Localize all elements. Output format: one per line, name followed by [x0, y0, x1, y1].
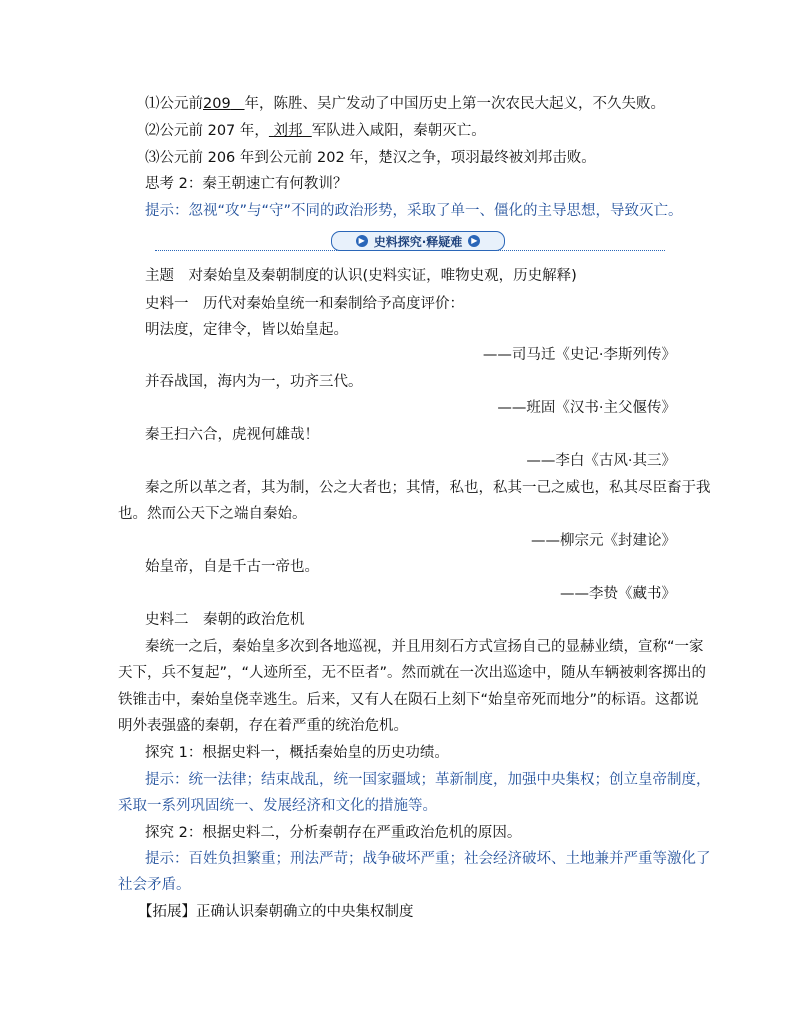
citation: ——司马迁《史记·李斯列传》 — [482, 347, 676, 363]
citation: ——班固《汉书·主父偃传》 — [497, 400, 676, 416]
blank-answer: 209 — [203, 96, 231, 112]
topic-heading: 主题 对秦始皇及秦朝制度的认识(史料实证，唯物史观，历史解释) — [145, 268, 577, 284]
inquiry-question-1: 探究 1：根据史料一，概括秦始皇的历史功绩。 — [145, 745, 449, 761]
text: ⑵公元前 207 年， — [145, 123, 269, 139]
quote: 明法度，定律令，皆以始皇起。 — [145, 322, 348, 338]
thinking-question-2: 思考 2：秦王朝速亡有何教训？ — [145, 176, 348, 192]
hint-answer: 社会矛盾。 — [118, 877, 191, 893]
source-one-title: 史料一 历代对秦始皇统一和秦制给予高度评价： — [145, 296, 464, 312]
citation: ——李白《古风·其三》 — [526, 453, 676, 469]
inquiry-question-2: 探究 2：根据史料二，分析秦朝存在严重政治危机的原因。 — [145, 825, 522, 841]
quote: 始皇帝，自是千古一帝也。 — [145, 559, 319, 575]
extension-heading: 【拓展】正确认识秦朝确立的中央集权制度 — [138, 904, 414, 920]
paragraph-line: 秦统一之后，秦始皇多次到各地巡视，并且用刻石方式宣扬自己的显赫业绩，宣称“一家 — [145, 639, 704, 655]
paragraph-line: 铁锥击中，秦始皇侥幸逃生。后来，又有人在陨石上刻下“始皇帝死而地分”的标语。这都说 — [118, 692, 699, 708]
hint-answer: 提示：忽视“攻”与“守”不同的政治形势，采取了单一、僵化的主导思想，导致灭亡。 — [145, 203, 683, 219]
quote: 秦王扫六合，虎视何雄哉！ — [145, 427, 319, 443]
paragraph-line: 天下，兵不复起”，“人迹所至，无不臣者”。然而就在一次出巡途中，随从车辆被刺客掷出的 — [118, 665, 707, 681]
fill-blank-2 — [145, 119, 675, 143]
banner-label: 史料探究·释疑难 — [373, 234, 463, 249]
paragraph-line: 明外表强盛的秦朝，存在着严重的统治危机。 — [118, 718, 408, 734]
text: ⑴公元前 — [145, 96, 203, 112]
quote: 秦之所以革之者，其为制，公之大者也；其情，私也，私其一己之威也，私其尽臣畜于我 — [145, 480, 711, 496]
blank-answer: 刘邦 — [273, 123, 303, 139]
play-icon: ▶ — [356, 235, 368, 247]
quote: 并吞战国，海内为一，功齐三代。 — [145, 374, 363, 390]
fill-blank-1 — [145, 92, 675, 116]
citation: ——李贽《藏书》 — [560, 586, 676, 602]
citation: ——柳宗元《封建论》 — [531, 533, 676, 549]
source-two-title: 史料二 秦朝的政治危机 — [145, 612, 305, 628]
fill-line-3: ⑶公元前 206 年到公元前 202 年，楚汉之争，项羽最终被刘邦击败。 — [145, 150, 596, 166]
play-icon: ▶ — [468, 235, 480, 247]
text: 军队进入咸阳，秦朝灭亡。 — [311, 123, 486, 139]
hint-answer: 提示：统一法律；结束战乱，统一国家疆域；革新制度，加强中央集权；创立皇帝制度， — [145, 772, 711, 788]
quote: 也。然而公天下之端自秦始。 — [118, 506, 307, 522]
hint-answer: 采取一系列巩固统一、发展经济和文化的措施等。 — [118, 798, 437, 814]
text: 年，陈胜、吴广发动了中国历史上第一次农民大起义，不久失败。 — [244, 96, 666, 112]
hint-answer: 提示：百姓负担繁重；刑法严苛；战争破坏严重；社会经济破坏、土地兼并严重等激化了 — [145, 851, 711, 867]
section-banner — [331, 231, 505, 251]
